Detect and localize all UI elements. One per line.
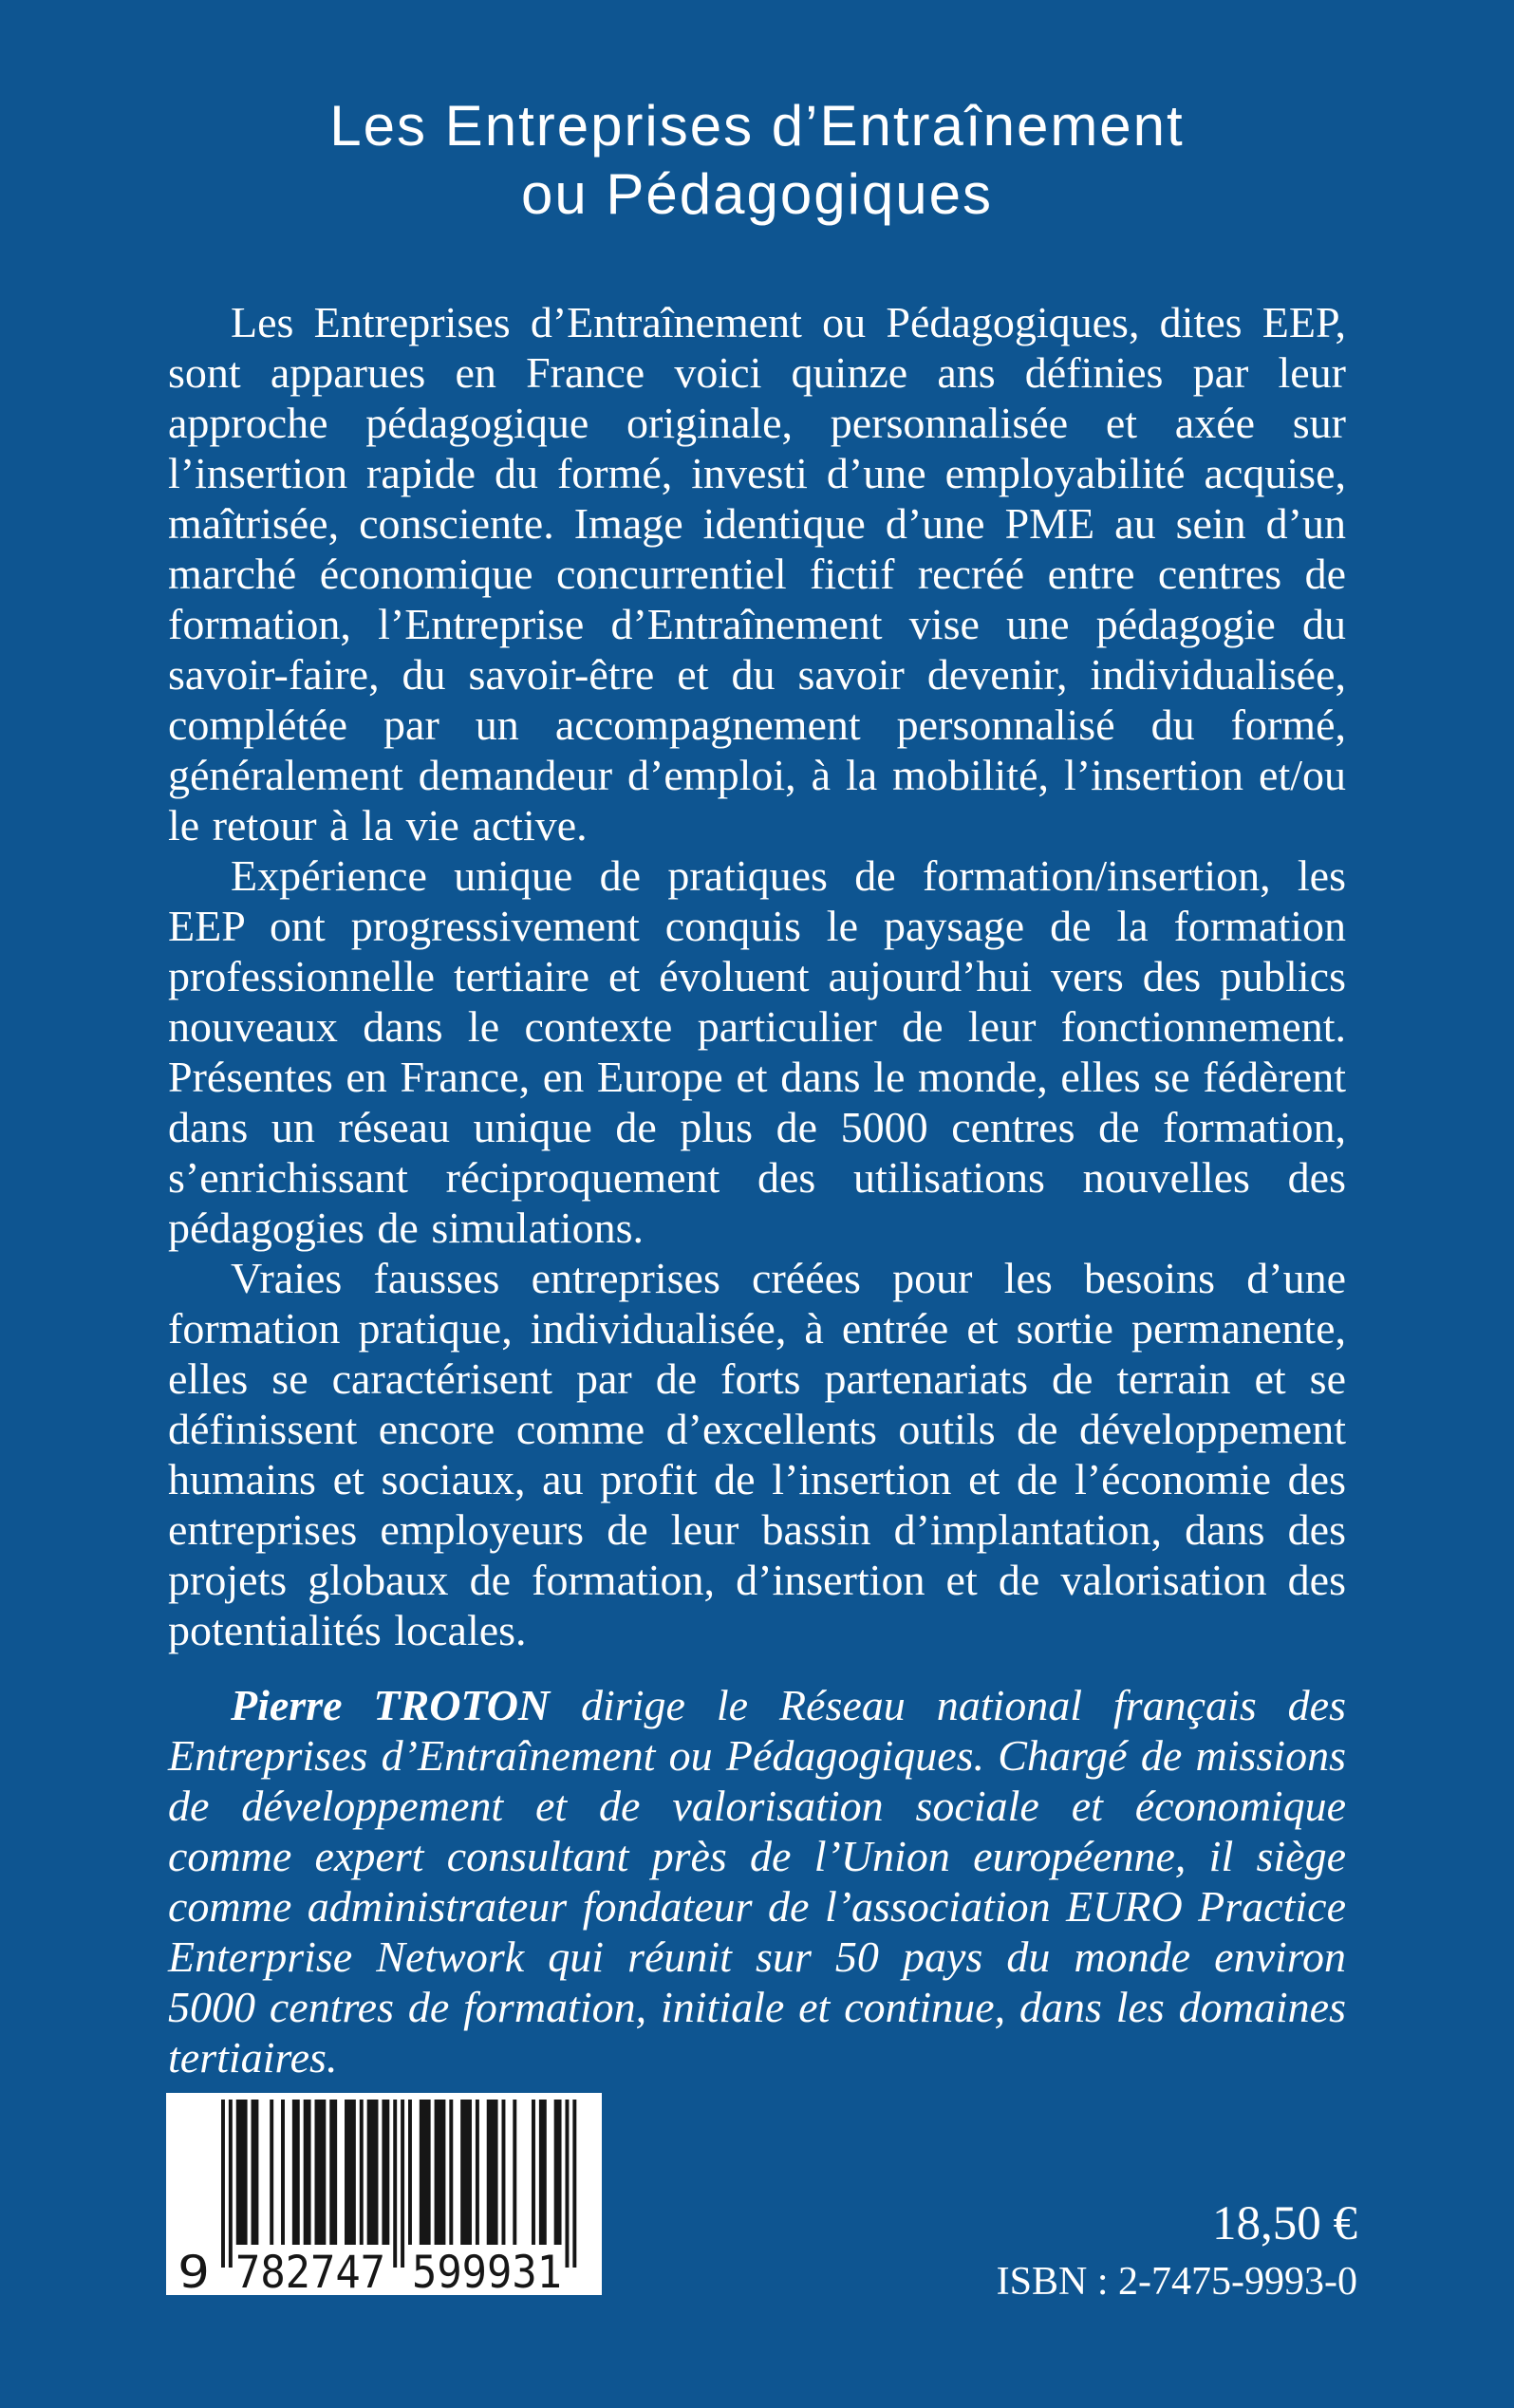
back-cover-text xyxy=(168,297,1346,2082)
title-line-1: Les Entreprises d’Entraînement xyxy=(329,94,1185,158)
paragraph-3: Vraies fausses entreprises créées pour les besoins d’une formation pratique, individualisée, à entrée et sortie permanente, elles se caractérisent par de forts partenariats de terrain et se définissent encore comme d’excellents outils de développement humains et sociaux, au profit de l’insertion et de l’économie des entreprises employeurs de leur bassin d’implantation, dans des projets globaux de formation, d’insertion et de valorisation des potentialités locales. xyxy=(168,1254,1346,1654)
barcode xyxy=(166,2093,602,2295)
svg-text:9: 9 xyxy=(178,2247,210,2295)
book-title xyxy=(0,0,1514,229)
svg-text:599931: 599931 xyxy=(412,2247,562,2295)
svg-text:782747: 782747 xyxy=(235,2247,385,2295)
price: 18,50 € xyxy=(1212,2197,1357,2250)
isbn: ISBN : 2-7475-9993-0 xyxy=(996,2260,1357,2304)
title-line-2: ou Pédagogiques xyxy=(520,162,994,226)
price-isbn-block xyxy=(996,2197,1357,2304)
author-bio xyxy=(168,1680,1346,2082)
author-name: Pierre TROTON xyxy=(231,1681,551,1729)
paragraph-1: Les Entreprises d’Entraînement ou Pédagogiques, dites EEP, sont apparues en France voici quinze ans définies par leur approche pédagogique originale, personnalisée et axée sur l’insertion rapide du formé, investi d’une employabilité acquise, maîtrisée, consciente. Image identique d’une PME au sein d’un marché économique concurrentiel fictif recréé entre centres de formation, l’Entreprise d’Entraînement vise une pédagogie du savoir-faire, du savoir-être et du savoir devenir, individualisée, complétée par un accompagnement personnalisé du formé, généralement demandeur d’emploi, à la mobilité, l’insertion et/ou le retour à la vie active. xyxy=(168,298,1346,849)
author-bio-text: dirige le Réseau national français des Entreprises d’Entraînement ou Pédagogiques. Chargé de missions de développement et de valorisation sociale et économique comme expert consultant près de l’Union européenne, il siège comme administrateur fondateur de l’association EURO Practice Enterprise Network qui réunit sur 50 pays du monde environ 5000 centres de formation, initiale et continue, dans les domaines tertiaires. xyxy=(168,1681,1346,2081)
paragraph-2: Expérience unique de pratiques de formation/insertion, les EEP ont progressivement conquis le paysage de la formation professionnelle tertiaire et évoluent aujourd’hui vers des publics nouveaux dans le contexte particulier de leur fonctionnement. Présentes en France, en Europe et dans le monde, elles se fédèrent dans un réseau unique de plus de 5000 centres de formation, s’enrichissant réciproquement des utilisations nouvelles des pédagogies de simulations. xyxy=(168,851,1346,1252)
ean13-barcode-image xyxy=(166,2093,602,2295)
